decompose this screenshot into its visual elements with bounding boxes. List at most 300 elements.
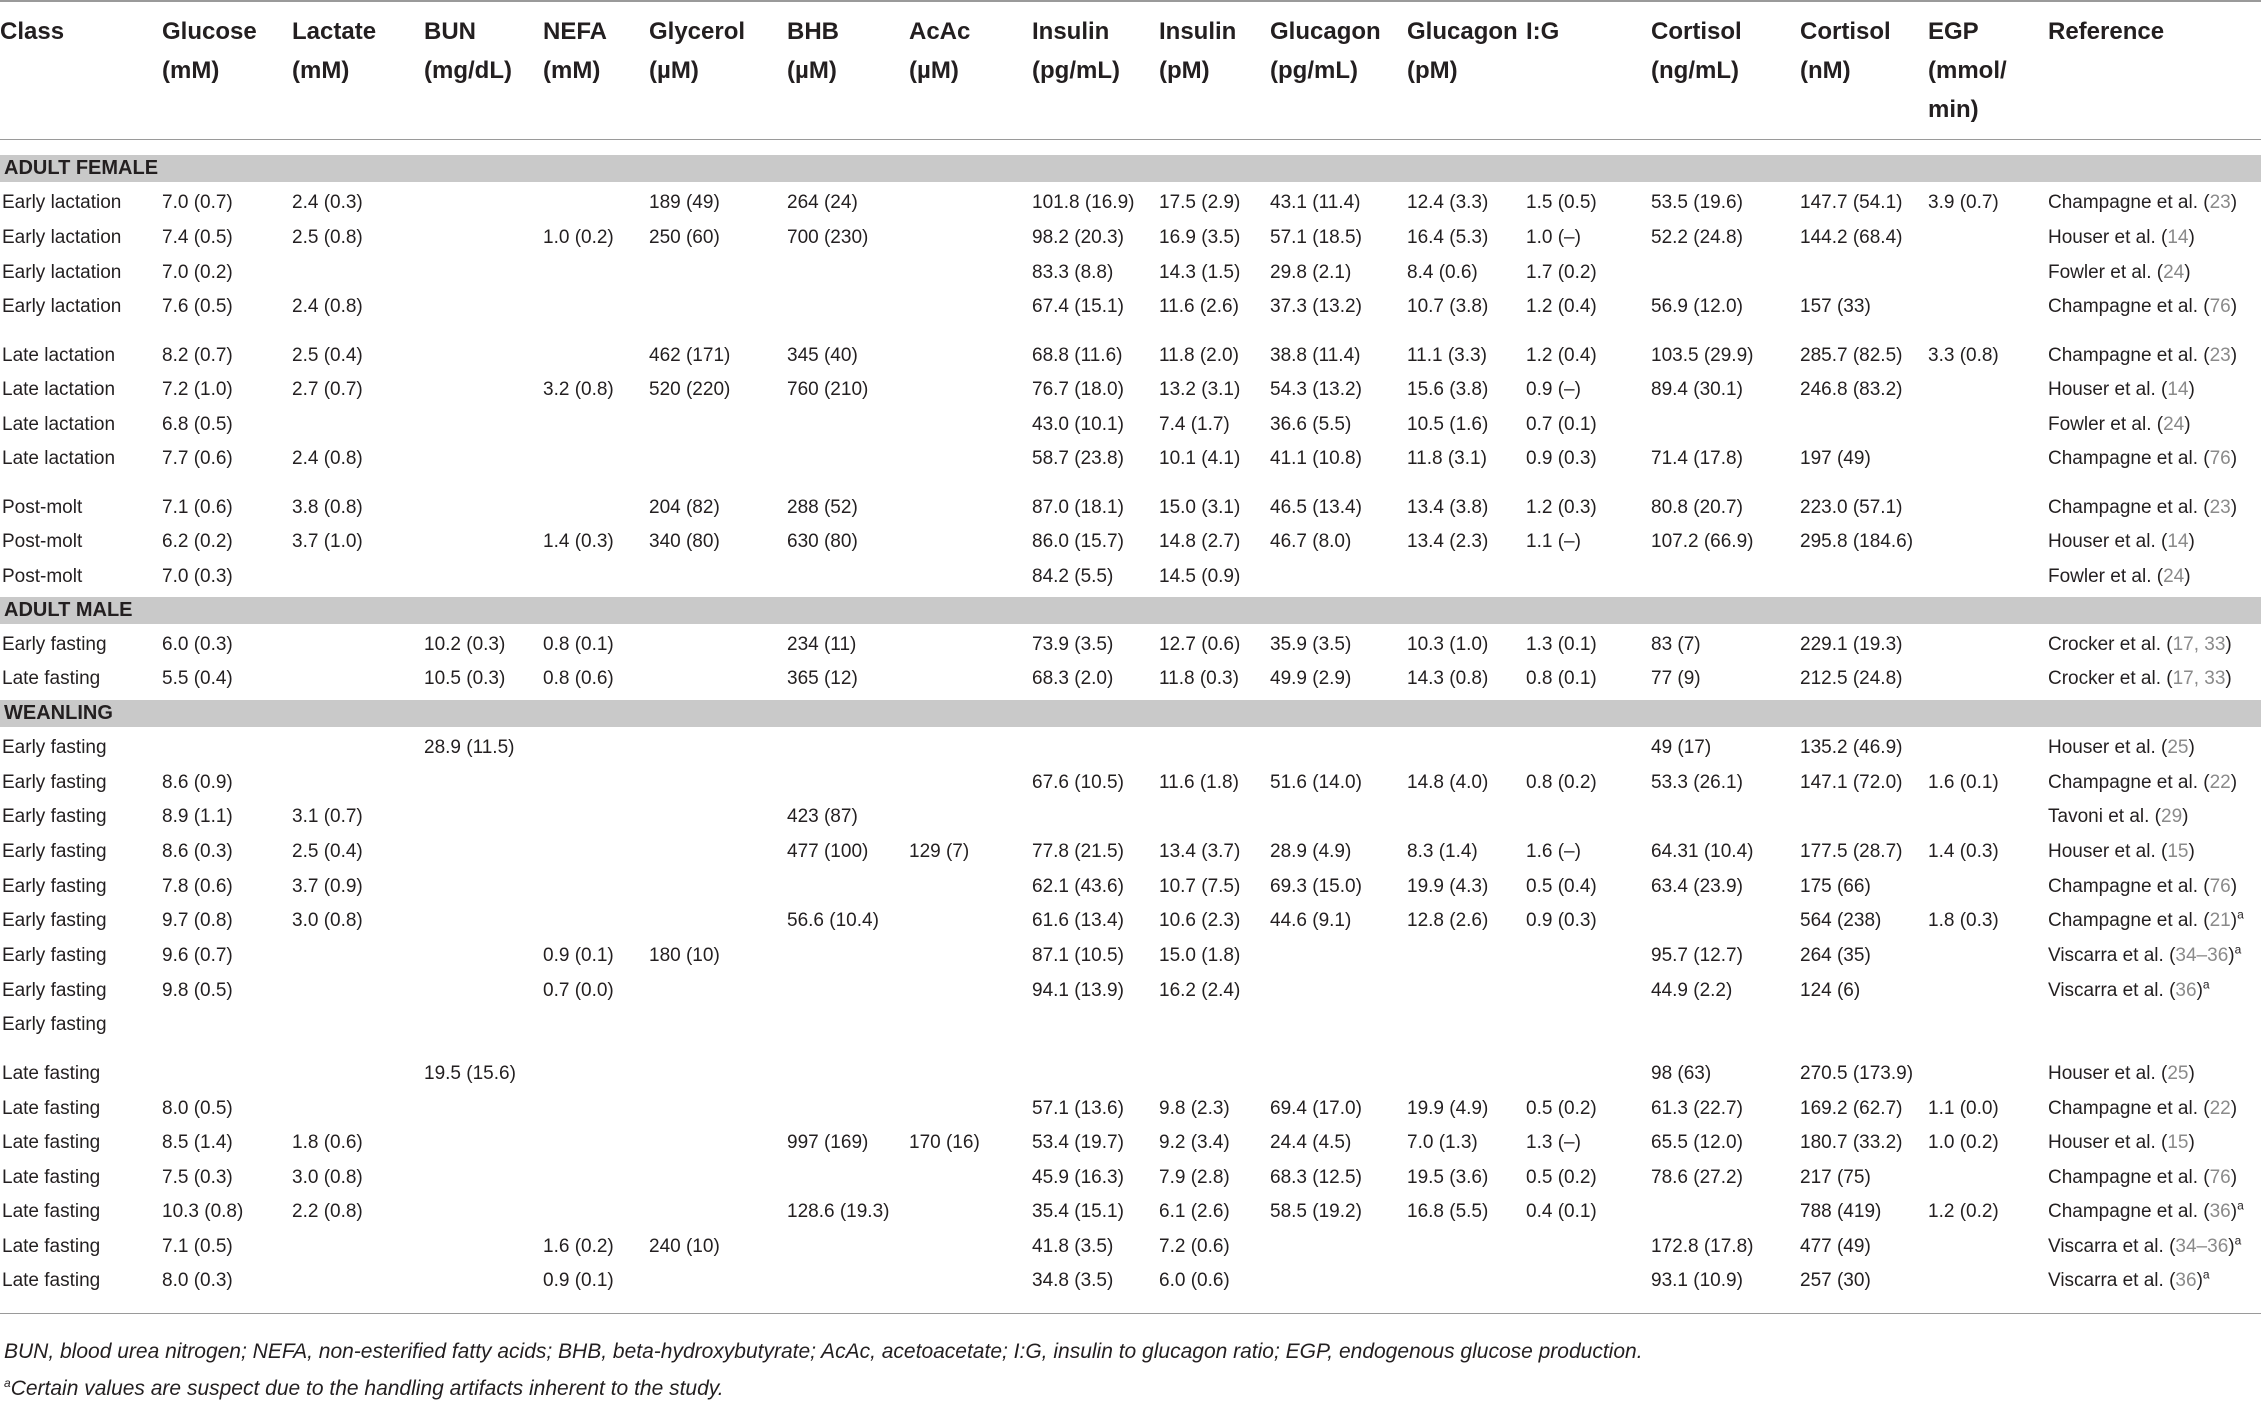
reference-author: Champagne et al. ( — [2048, 192, 2210, 213]
table-cell-bhb: 477 (100) — [787, 841, 869, 862]
table-cell-glucagon_pg: 38.8 (11.4) — [1270, 345, 1361, 366]
column-header-glucose: Glucose — [162, 18, 257, 45]
table-cell-reference — [2048, 263, 2191, 283]
reference-number: 25 — [2167, 737, 2189, 758]
table-cell-glucose: 10.3 (0.8) — [162, 1201, 244, 1222]
table-cell-bhb: 264 (24) — [787, 192, 858, 213]
table-cell-bun: 28.9 (11.5) — [424, 737, 515, 758]
reference-close: ) — [2184, 414, 2191, 435]
table-cell-glucagon_pm: 14.3 (0.8) — [1407, 668, 1489, 689]
reference-close: ) — [2230, 497, 2238, 518]
table-cell-nefa: 1.6 (0.2) — [543, 1236, 614, 1257]
table-cell-cortisol_nm: 223.0 (57.1) — [1800, 497, 1903, 518]
reference-author: Houser et al. ( — [2048, 531, 2168, 552]
column-header-acac: AcAc — [909, 18, 971, 45]
reference-close: ) — [2188, 531, 2195, 552]
table-cell-glucagon_pm: 8.3 (1.4) — [1407, 841, 1478, 862]
column-header-nefa: (mM) — [543, 57, 601, 84]
table-cell-insulin_pg: 45.9 (16.3) — [1032, 1167, 1124, 1188]
table-cell-insulin_pm: 10.6 (2.3) — [1159, 910, 1241, 931]
reference-author: Houser et al. ( — [2048, 227, 2168, 248]
reference-author: Houser et al. ( — [2048, 1132, 2168, 1153]
reference-number: 29 — [2161, 806, 2183, 827]
reference-number: 14 — [2167, 379, 2189, 400]
table-cell-cortisol_ng: 64.31 (10.4) — [1651, 841, 1754, 862]
table-cell-bun: 10.2 (0.3) — [424, 634, 506, 655]
reference-author: Crocker et al. ( — [2048, 668, 2173, 689]
table-cell-glucagon_pg: 28.9 (4.9) — [1270, 841, 1352, 862]
header-bottom-rule — [0, 139, 2261, 140]
row-class-label: Early fasting — [2, 634, 107, 655]
table-cell-bhb: 234 (11) — [787, 634, 857, 655]
table-cell-insulin_pm: 13.4 (3.7) — [1159, 841, 1241, 862]
reference-close: ) — [2182, 806, 2189, 827]
reference-close: ) — [2225, 634, 2232, 655]
reference-number: 24 — [2163, 566, 2185, 587]
table-cell-cortisol_ng: 77 (9) — [1651, 668, 1701, 689]
table-cell-reference — [2048, 1198, 2244, 1222]
row-class-label: Post-molt — [2, 497, 83, 518]
table-cell-ig: 1.2 (0.4) — [1526, 345, 1597, 366]
reference-author: Houser et al. ( — [2048, 841, 2168, 862]
table-cell-cortisol_nm: 257 (30) — [1800, 1270, 1871, 1291]
table-cell-insulin_pm: 13.2 (3.1) — [1159, 379, 1241, 400]
row-class-label: Early lactation — [2, 296, 122, 317]
table-cell-glucagon_pm: 13.4 (3.8) — [1407, 497, 1489, 518]
reference-close: ) — [2188, 1063, 2195, 1084]
reference-footnote-marker: a — [2202, 1267, 2210, 1282]
reference-author: Viscarra et al. ( — [2048, 980, 2176, 1001]
reference-close: ) — [2230, 345, 2238, 366]
table-cell-lactate: 2.7 (0.7) — [292, 379, 363, 400]
table-cell-lactate: 2.4 (0.3) — [292, 192, 363, 213]
section-band — [0, 700, 2261, 727]
table-cell-glucose: 7.7 (0.6) — [162, 448, 233, 469]
column-header-bhb: BHB — [787, 18, 839, 45]
table-cell-reference — [2048, 193, 2237, 213]
table-cell-cortisol_nm: 175 (66) — [1800, 876, 1871, 897]
row-class-label: Post-molt — [2, 566, 83, 587]
table-cell-cortisol_ng: 93.1 (10.9) — [1651, 1270, 1743, 1291]
table-cell-bhb: 700 (230) — [787, 227, 869, 248]
reference-author: Houser et al. ( — [2048, 737, 2168, 758]
column-header-glycerol: (µM) — [649, 57, 699, 84]
table-cell-reference — [2048, 498, 2237, 518]
table-cell-insulin_pm: 7.2 (0.6) — [1159, 1236, 1230, 1257]
reference-author: Viscarra et al. ( — [2048, 1236, 2176, 1257]
row-class-label: Early fasting — [2, 841, 107, 862]
reference-close: ) — [2188, 841, 2195, 862]
table-cell-lactate: 2.5 (0.4) — [292, 345, 363, 366]
table-cell-glucose: 8.6 (0.3) — [162, 841, 233, 862]
table-cell-cortisol_ng: 53.3 (26.1) — [1651, 772, 1743, 793]
table-cell-cortisol_nm: 270.5 (173.9) — [1800, 1063, 1914, 1084]
table-cell-bhb: 997 (169) — [787, 1132, 869, 1153]
table-cell-insulin_pm: 16.2 (2.4) — [1159, 980, 1241, 1001]
reference-author: Champagne et al. ( — [2048, 497, 2210, 518]
table-cell-glucose: 7.6 (0.5) — [162, 296, 233, 317]
reference-number: 76 — [2209, 876, 2231, 897]
table-cell-insulin_pg: 87.1 (10.5) — [1032, 945, 1124, 966]
table-cell-insulin_pm: 11.6 (2.6) — [1159, 296, 1239, 317]
table-cell-cortisol_nm: 135.2 (46.9) — [1800, 737, 1903, 758]
table-cell-glucagon_pm: 10.7 (3.8) — [1407, 296, 1489, 317]
table-cell-bhb: 128.6 (19.3) — [787, 1201, 890, 1222]
table-cell-cortisol_ng: 80.8 (20.7) — [1651, 497, 1743, 518]
reference-close: ) — [2230, 192, 2238, 213]
table-cell-ig: 1.3 (–) — [1526, 1132, 1581, 1153]
reference-close: ) — [2188, 379, 2195, 400]
row-class-label: Late lactation — [2, 345, 116, 366]
table-cell-cortisol_ng: 49 (17) — [1651, 737, 1712, 758]
table-cell-lactate: 2.2 (0.8) — [292, 1201, 363, 1222]
table-cell-ig: 1.6 (–) — [1526, 841, 1581, 862]
table-cell-cortisol_ng: 63.4 (23.9) — [1651, 876, 1743, 897]
table-cell-glucagon_pg: 44.6 (9.1) — [1270, 910, 1352, 931]
row-class-label: Early fasting — [2, 876, 107, 897]
table-cell-cortisol_nm: 788 (419) — [1800, 1201, 1882, 1222]
table-cell-reference — [2048, 635, 2232, 655]
column-header-glucagon_pg: Glucagon — [1270, 18, 1381, 45]
table-cell-insulin_pg: 67.4 (15.1) — [1032, 296, 1124, 317]
table-cell-glucagon_pg: 36.6 (5.5) — [1270, 414, 1352, 435]
reference-close: ) — [2196, 980, 2203, 1001]
table-cell-glucose: 8.0 (0.5) — [162, 1098, 233, 1119]
column-header-insulin_pg: (pg/mL) — [1032, 57, 1120, 84]
reference-number: 34–36 — [2175, 945, 2229, 966]
table-cell-reference — [2048, 1168, 2237, 1188]
table-cell-insulin_pg: 86.0 (15.7) — [1032, 531, 1124, 552]
row-class-label: Early fasting — [2, 945, 107, 966]
table-cell-glucagon_pm: 16.8 (5.5) — [1407, 1201, 1489, 1222]
table-cell-bhb: 423 (87) — [787, 806, 858, 827]
reference-author: Champagne et al. ( — [2048, 448, 2210, 469]
table-cell-cortisol_ng: 56.9 (12.0) — [1651, 296, 1743, 317]
table-cell-glucagon_pg: 68.3 (12.5) — [1270, 1167, 1362, 1188]
table-cell-ig: 0.9 (0.3) — [1526, 448, 1597, 469]
table-cell-cortisol_ng: 71.4 (17.8) — [1651, 448, 1743, 469]
reference-footnote-marker: a — [2237, 1198, 2244, 1213]
reference-author: Crocker et al. ( — [2048, 634, 2173, 655]
table-cell-glucagon_pg: 37.3 (13.2) — [1270, 296, 1362, 317]
table-cell-glucose: 8.2 (0.7) — [162, 345, 233, 366]
column-header-egp: EGP — [1928, 18, 1979, 45]
table-cell-cortisol_nm: 180.7 (33.2) — [1800, 1132, 1903, 1153]
reference-number: 23 — [2209, 497, 2231, 518]
reference-author: Champagne et al. ( — [2048, 1201, 2210, 1222]
table-cell-glucagon_pg: 29.8 (2.1) — [1270, 262, 1352, 283]
table-cell-glucose: 5.5 (0.4) — [162, 668, 233, 689]
table-cell-cortisol_ng: 61.3 (22.7) — [1651, 1098, 1743, 1119]
table-cell-nefa: 0.8 (0.1) — [543, 634, 614, 655]
reference-author: Champagne et al. ( — [2048, 296, 2210, 317]
reference-number: 17, 33 — [2172, 634, 2226, 655]
table-cell-glucose: 7.0 (0.7) — [162, 192, 233, 213]
table-cell-insulin_pg: 101.8 (16.9) — [1032, 192, 1135, 213]
table-cell-ig: 1.7 (0.2) — [1526, 262, 1597, 283]
table-cell-nefa: 0.9 (0.1) — [543, 1270, 614, 1291]
table-cell-reference — [2048, 449, 2237, 469]
reference-number: 17, 33 — [2172, 668, 2226, 689]
reference-close: ) — [2230, 876, 2238, 897]
table-cell-cortisol_nm: 169.2 (62.7) — [1800, 1098, 1903, 1119]
table-cell-reference — [2048, 380, 2195, 400]
reference-footnote-marker: a — [2234, 942, 2242, 957]
reference-author: Houser et al. ( — [2048, 1063, 2168, 1084]
table-cell-reference — [2048, 877, 2237, 897]
table-cell-glycerol: 180 (10) — [649, 945, 720, 966]
reference-close: ) — [2230, 772, 2238, 793]
table-top-rule — [0, 0, 2261, 2]
table-cell-insulin_pm: 14.5 (0.9) — [1159, 566, 1241, 587]
column-header-class: Class — [0, 18, 65, 45]
table-cell-glycerol: 250 (60) — [649, 227, 720, 248]
table-cell-reference — [2048, 297, 2237, 317]
table-cell-glucagon_pg: 69.4 (17.0) — [1270, 1098, 1362, 1119]
table-cell-glucagon_pm: 8.4 (0.6) — [1407, 262, 1478, 283]
table-cell-reference — [2048, 415, 2191, 435]
table-cell-lactate: 2.5 (0.4) — [292, 841, 363, 862]
table-cell-lactate: 2.5 (0.8) — [292, 227, 363, 248]
reference-footnote-marker: a — [2234, 1233, 2242, 1248]
table-cell-egp: 3.3 (0.8) — [1928, 345, 1999, 366]
reference-number: 24 — [2163, 414, 2185, 435]
table-cell-reference — [2048, 567, 2191, 587]
reference-number: 34–36 — [2175, 1236, 2229, 1257]
reference-author: Fowler et al. ( — [2048, 566, 2164, 587]
table-cell-reference — [2048, 807, 2188, 827]
table-cell-ig: 1.1 (–) — [1526, 531, 1581, 552]
table-cell-insulin_pg: 94.1 (13.9) — [1032, 980, 1124, 1001]
table-cell-glycerol: 204 (82) — [649, 497, 720, 518]
table-cell-reference — [2048, 1099, 2237, 1119]
footnote-note — [4, 1376, 724, 1402]
column-header-glucagon_pg: (pg/mL) — [1270, 57, 1358, 84]
table-cell-insulin_pm: 14.3 (1.5) — [1159, 262, 1241, 283]
table-cell-ig: 1.0 (–) — [1526, 227, 1581, 248]
table-cell-glucagon_pm: 19.9 (4.3) — [1407, 876, 1489, 897]
table-cell-glycerol: 189 (49) — [649, 192, 720, 213]
table-cell-cortisol_nm: 264 (35) — [1800, 945, 1871, 966]
row-class-label: Late fasting — [2, 1132, 101, 1153]
table-cell-glucose: 7.4 (0.5) — [162, 227, 233, 248]
table-cell-cortisol_ng: 65.5 (12.0) — [1651, 1132, 1743, 1153]
table-cell-glucagon_pg: 24.4 (4.5) — [1270, 1132, 1352, 1153]
row-class-label: Early lactation — [2, 192, 122, 213]
reference-number: 36 — [2209, 1201, 2231, 1222]
table-cell-insulin_pg: 98.2 (20.3) — [1032, 227, 1124, 248]
table-cell-reference — [2048, 346, 2237, 366]
table-cell-lactate: 3.8 (0.8) — [292, 497, 363, 518]
table-cell-glucose: 6.0 (0.3) — [162, 634, 233, 655]
column-header-egp: min) — [1928, 96, 1979, 123]
table-cell-glucagon_pg: 46.7 (8.0) — [1270, 531, 1352, 552]
table-cell-reference — [2048, 773, 2237, 793]
row-class-label: Early fasting — [2, 772, 107, 793]
column-header-insulin_pm: Insulin — [1159, 18, 1237, 45]
table-cell-glucagon_pm: 19.9 (4.9) — [1407, 1098, 1489, 1119]
row-class-label: Late lactation — [2, 414, 116, 435]
table-cell-glucagon_pg: 41.1 (10.8) — [1270, 448, 1362, 469]
table-cell-glucagon_pm: 16.4 (5.3) — [1407, 227, 1489, 248]
reference-footnote-marker: a — [2237, 907, 2244, 922]
section-title: ADULT FEMALE — [4, 157, 159, 179]
table-cell-ig: 1.2 (0.3) — [1526, 497, 1597, 518]
table-cell-reference — [2048, 1064, 2195, 1084]
table-cell-acac: 129 (7) — [909, 841, 970, 862]
reference-close: ) — [2184, 566, 2191, 587]
reference-number: 23 — [2209, 192, 2231, 213]
table-cell-glycerol: 520 (220) — [649, 379, 731, 400]
table-bottom-rule — [0, 1313, 2261, 1314]
column-header-cortisol_nm: (nM) — [1800, 57, 1851, 84]
column-header-glycerol: Glycerol — [649, 18, 746, 45]
table-cell-insulin_pg: 35.4 (15.1) — [1032, 1201, 1124, 1222]
table-cell-lactate: 3.7 (1.0) — [292, 531, 363, 552]
table-cell-insulin_pg: 67.6 (10.5) — [1032, 772, 1124, 793]
table-cell-glucagon_pm: 7.0 (1.3) — [1407, 1132, 1478, 1153]
table-cell-cortisol_nm: 124 (6) — [1800, 980, 1861, 1001]
table-cell-insulin_pg: 87.0 (18.1) — [1032, 497, 1124, 518]
table-cell-ig: 0.7 (0.1) — [1526, 414, 1597, 435]
reference-author: Houser et al. ( — [2048, 379, 2168, 400]
table-cell-cortisol_nm: 477 (49) — [1800, 1236, 1871, 1257]
table-cell-lactate: 1.8 (0.6) — [292, 1132, 363, 1153]
column-header-cortisol_nm: Cortisol — [1800, 18, 1891, 45]
table-cell-insulin_pm: 11.6 (1.8) — [1159, 772, 1239, 793]
table-cell-nefa: 3.2 (0.8) — [543, 379, 614, 400]
table-cell-ig: 0.8 (0.1) — [1526, 668, 1597, 689]
table-cell-glycerol: 340 (80) — [649, 531, 720, 552]
table-cell-insulin_pm: 6.0 (0.6) — [1159, 1270, 1230, 1291]
table-cell-glucose: 8.9 (1.1) — [162, 806, 233, 827]
table-cell-insulin_pm: 15.0 (3.1) — [1159, 497, 1241, 518]
row-class-label: Early fasting — [2, 910, 107, 931]
table-cell-glucose: 8.6 (0.9) — [162, 772, 233, 793]
table-cell-ig: 0.8 (0.2) — [1526, 772, 1597, 793]
table-cell-egp: 1.4 (0.3) — [1928, 841, 1999, 862]
column-header-egp: (mmol/ — [1928, 57, 2007, 84]
reference-number: 23 — [2209, 345, 2231, 366]
table-cell-glucose: 9.8 (0.5) — [162, 980, 233, 1001]
table-cell-lactate: 3.0 (0.8) — [292, 1167, 363, 1188]
table-cell-cortisol_ng: 52.2 (24.8) — [1651, 227, 1743, 248]
table-cell-glucose: 7.5 (0.3) — [162, 1167, 233, 1188]
table-cell-insulin_pm: 14.8 (2.7) — [1159, 531, 1241, 552]
table-cell-ig: 0.5 (0.2) — [1526, 1167, 1597, 1188]
table-cell-cortisol_ng: 53.5 (19.6) — [1651, 192, 1743, 213]
table-cell-glucagon_pm: 11.8 (3.1) — [1407, 448, 1487, 469]
table-cell-insulin_pm: 11.8 (2.0) — [1159, 345, 1239, 366]
reference-number: 24 — [2163, 262, 2185, 283]
table-cell-cortisol_nm: 177.5 (28.7) — [1800, 841, 1903, 862]
footnote-marker: a — [4, 1376, 11, 1390]
reference-close: ) — [2188, 227, 2195, 248]
section-band — [0, 597, 2261, 624]
row-class-label: Early fasting — [2, 1014, 107, 1035]
table-cell-glucagon_pg: 69.3 (15.0) — [1270, 876, 1362, 897]
reference-close: ) — [2230, 1201, 2238, 1222]
table-cell-insulin_pm: 15.0 (1.8) — [1159, 945, 1241, 966]
table-cell-cortisol_nm: 212.5 (24.8) — [1800, 668, 1903, 689]
column-header-glucagon_pm: (pM) — [1407, 57, 1458, 84]
table-cell-insulin_pm: 9.8 (2.3) — [1159, 1098, 1230, 1119]
table-cell-reference — [2048, 942, 2242, 966]
table-cell-insulin_pg: 58.7 (23.8) — [1032, 448, 1124, 469]
column-header-acac: (µM) — [909, 57, 959, 84]
row-class-label: Early fasting — [2, 737, 107, 758]
reference-author: Champagne et al. ( — [2048, 910, 2210, 931]
row-class-label: Late lactation — [2, 379, 116, 400]
table-cell-cortisol_nm: 229.1 (19.3) — [1800, 634, 1903, 655]
row-class-label: Early fasting — [2, 980, 107, 1001]
table-cell-nefa: 1.4 (0.3) — [543, 531, 614, 552]
table-cell-cortisol_nm: 197 (49) — [1800, 448, 1871, 469]
table-cell-glucagon_pg: 46.5 (13.4) — [1270, 497, 1362, 518]
table-cell-glucose: 7.8 (0.6) — [162, 876, 233, 897]
reference-number: 14 — [2167, 531, 2189, 552]
footnote-abbreviations: BUN, blood urea nitrogen; NEFA, non-esterified fatty acids; BHB, beta-hydroxybutyrate; AcAc, acetoacetate; I:G, insulin to glucagon ratio; EGP, endogenous glucose production. — [4, 1340, 1643, 1363]
section-band — [0, 155, 2261, 182]
table-cell-glucose: 7.1 (0.5) — [162, 1236, 233, 1257]
table-cell-nefa: 0.9 (0.1) — [543, 945, 614, 966]
table-cell-glucose: 7.2 (1.0) — [162, 379, 233, 400]
table-cell-ig: 0.9 (–) — [1526, 379, 1581, 400]
reference-author: Fowler et al. ( — [2048, 414, 2164, 435]
table-cell-glucagon_pg: 49.9 (2.9) — [1270, 668, 1352, 689]
table-cell-cortisol_nm: 246.8 (83.2) — [1800, 379, 1903, 400]
reference-number: 22 — [2209, 772, 2231, 793]
table-cell-insulin_pg: 57.1 (13.6) — [1032, 1098, 1124, 1119]
reference-number: 22 — [2209, 1098, 2231, 1119]
reference-author: Viscarra et al. ( — [2048, 945, 2176, 966]
table-cell-cortisol_nm: 564 (238) — [1800, 910, 1882, 931]
table-cell-reference — [2048, 1233, 2242, 1257]
row-class-label: Early lactation — [2, 262, 122, 283]
table-cell-egp: 1.8 (0.3) — [1928, 910, 1999, 931]
reference-close: ) — [2230, 296, 2238, 317]
table-cell-bhb: 288 (52) — [787, 497, 858, 518]
table-cell-cortisol_ng: 89.4 (30.1) — [1651, 379, 1743, 400]
row-class-label: Late fasting — [2, 1063, 101, 1084]
table-cell-egp: 1.0 (0.2) — [1928, 1132, 1999, 1153]
table-cell-ig: 0.9 (0.3) — [1526, 910, 1597, 931]
table-cell-reference — [2048, 842, 2195, 862]
table-cell-cortisol_ng: 83 (7) — [1651, 634, 1701, 655]
table-cell-glucagon_pm: 19.5 (3.6) — [1407, 1167, 1489, 1188]
column-header-cortisol_ng: Cortisol — [1651, 18, 1742, 45]
reference-close: ) — [2184, 262, 2191, 283]
table-cell-insulin_pg: 68.8 (11.6) — [1032, 345, 1123, 366]
reference-number: 76 — [2209, 448, 2231, 469]
table-cell-glycerol: 240 (10) — [649, 1236, 720, 1257]
reference-number: 36 — [2175, 980, 2197, 1001]
reference-number: 76 — [2209, 1167, 2231, 1188]
section-title: WEANLING — [4, 702, 113, 724]
table-cell-lactate: 2.4 (0.8) — [292, 448, 363, 469]
table-cell-acac: 170 (16) — [909, 1132, 980, 1153]
table-cell-cortisol_ng: 44.9 (2.2) — [1651, 980, 1733, 1001]
table-cell-bhb: 630 (80) — [787, 531, 858, 552]
table-cell-glucagon_pm: 13.4 (2.3) — [1407, 531, 1489, 552]
table-cell-insulin_pm: 17.5 (2.9) — [1159, 192, 1241, 213]
reference-close: ) — [2228, 1236, 2235, 1257]
table-cell-bun: 10.5 (0.3) — [424, 668, 506, 689]
table-cell-nefa: 1.0 (0.2) — [543, 227, 614, 248]
reference-number: 15 — [2167, 841, 2189, 862]
table-cell-glucose: 7.0 (0.2) — [162, 262, 233, 283]
reference-number: 76 — [2209, 296, 2231, 317]
